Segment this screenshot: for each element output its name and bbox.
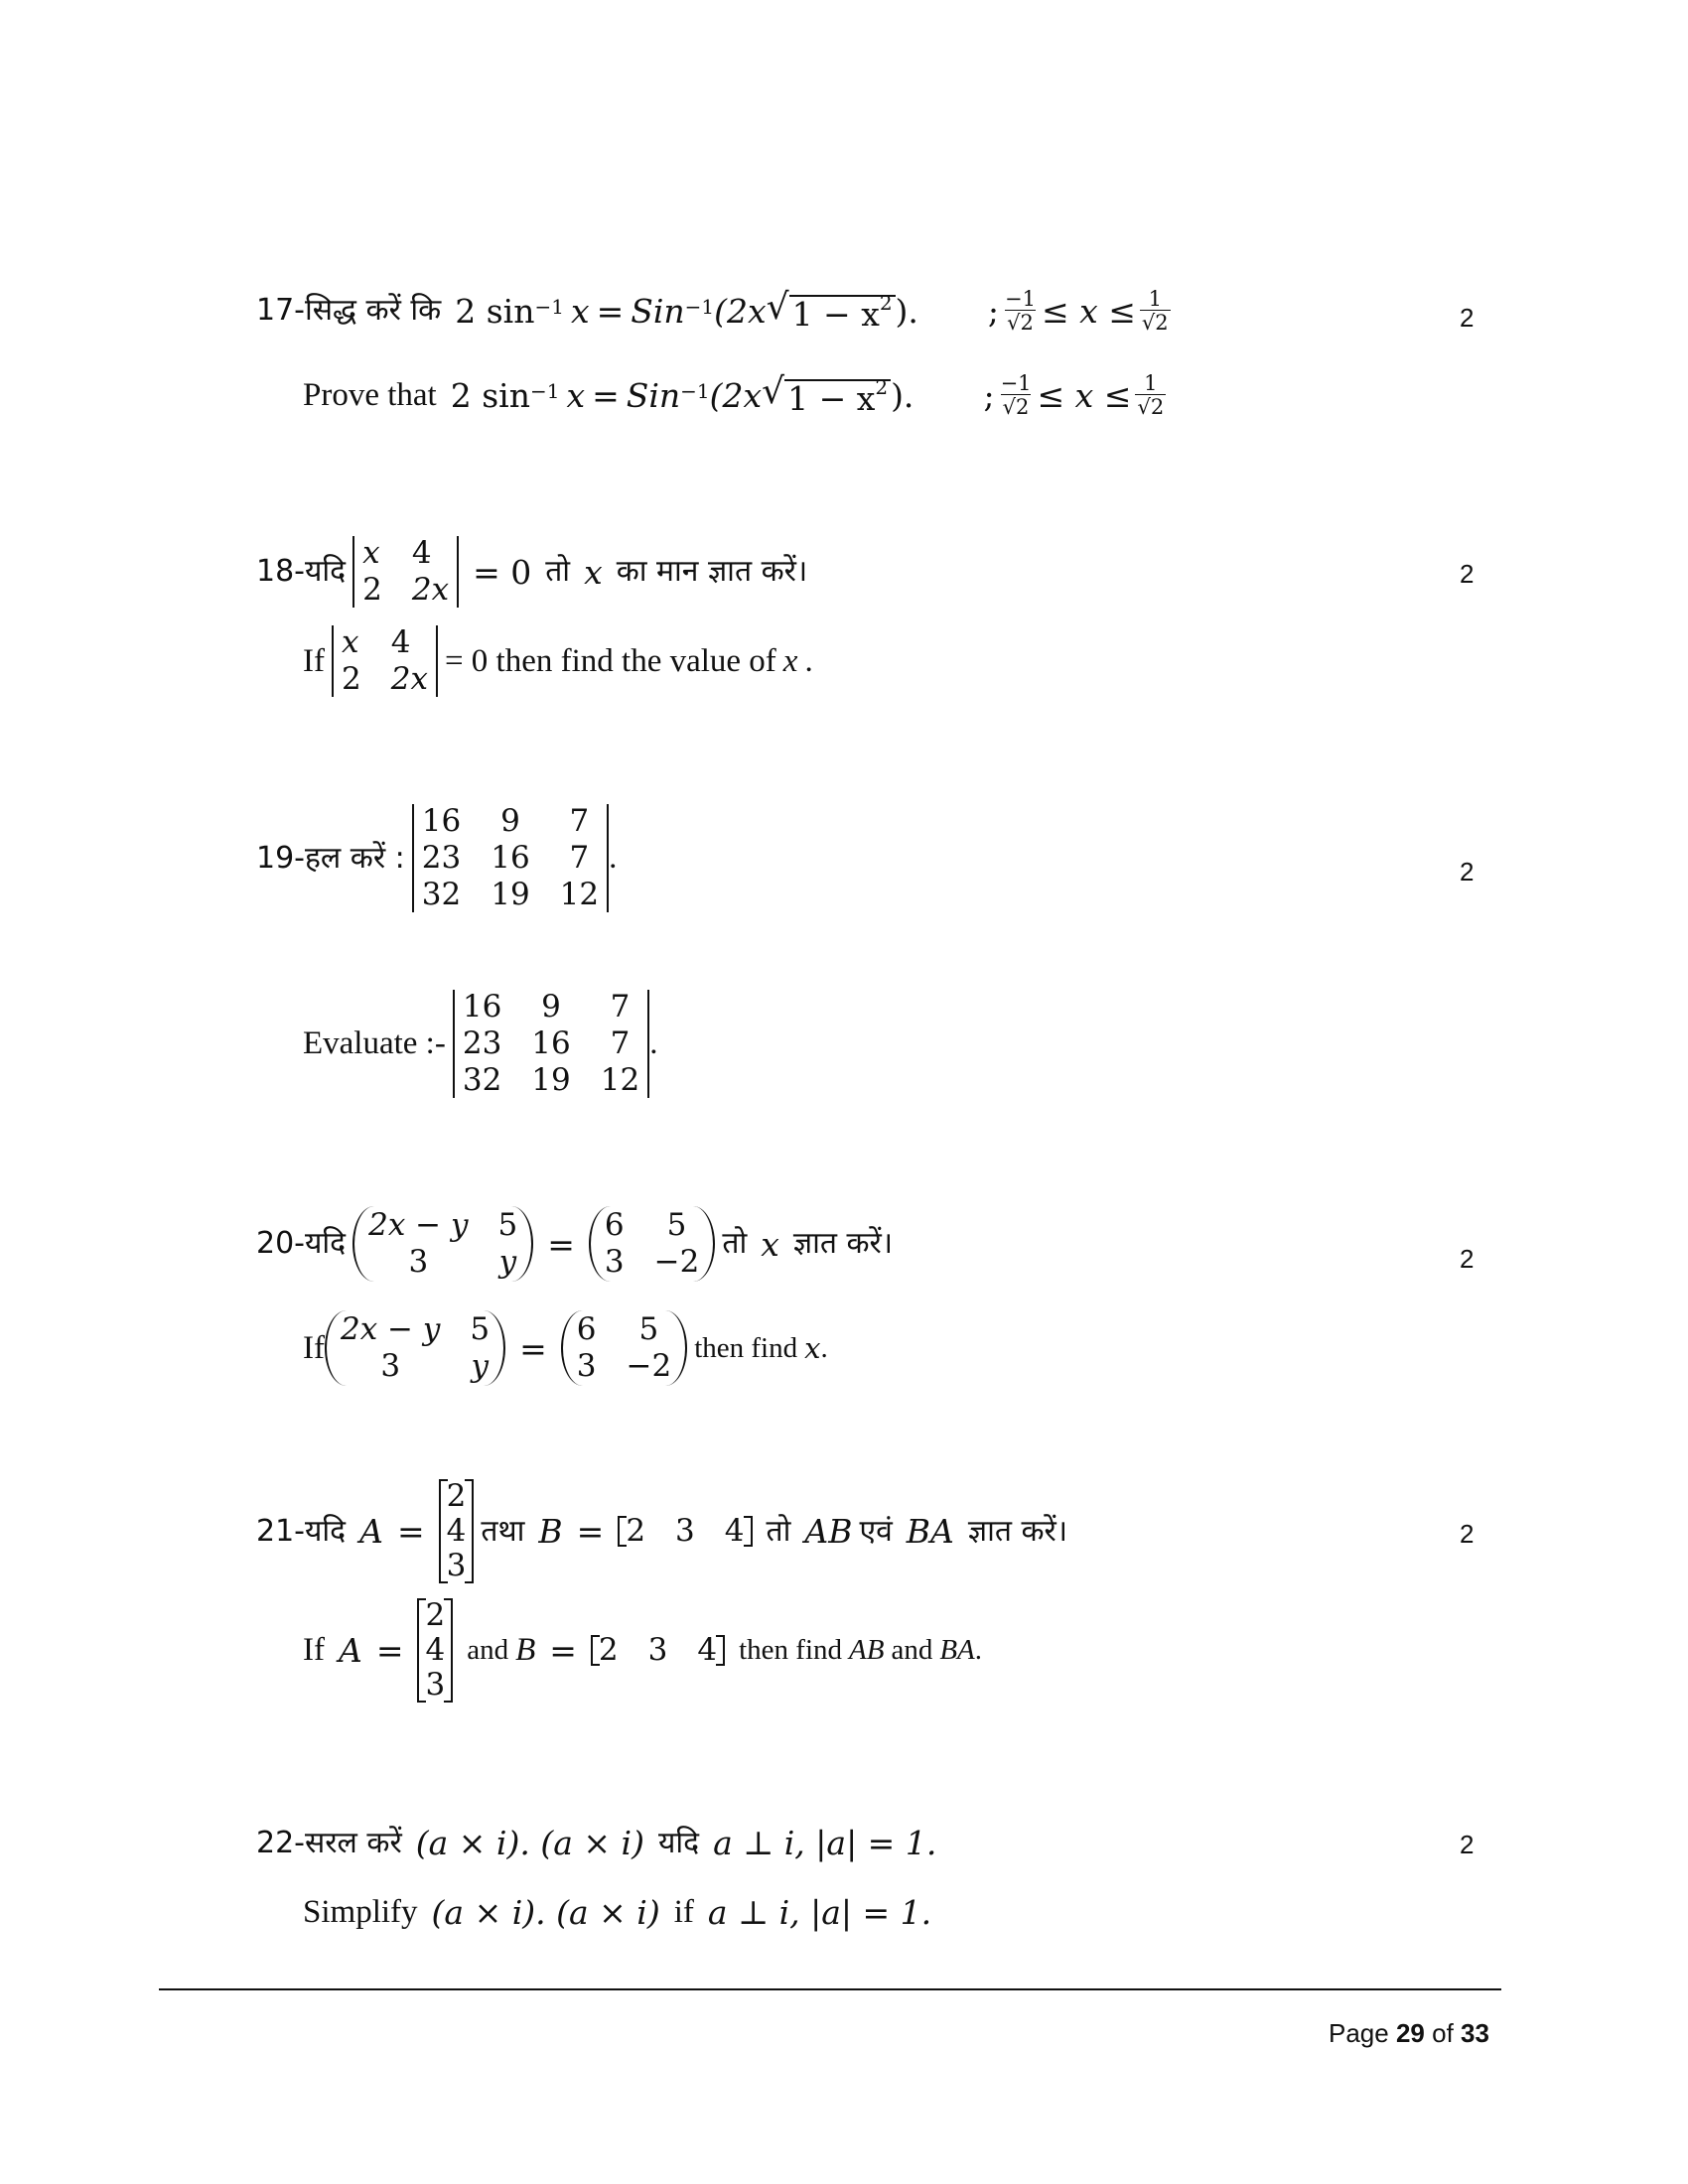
vector-expression: (a × i). (a × i) (431, 1893, 660, 1932)
fraction: $\frac{1}{√2}$ (1141, 287, 1169, 336)
vector-expression: (a × i). (a × i) (415, 1824, 644, 1862)
q17-hi-prefix: 17-सिद्ध करें कि (256, 293, 442, 329)
determinant: 16 9 7 23 16 7 32 19 12 (412, 804, 609, 912)
q22-marks: 2 (1460, 1830, 1475, 1859)
q17-english: Prove that 2 sin −1 x = Sin −1 (2x √ $1 - x^2$ ). ; $\frac{-1}{√2}$ ≤ x ≤ $\frac{1}{√2}$ (303, 370, 1165, 420)
matrix: 2x − y 5 3 y (352, 1206, 533, 1282)
fraction: $\frac{1}{√2}$ (1137, 371, 1165, 420)
fraction: $\frac{-1}{√2}$ (1005, 287, 1037, 336)
q19-hindi: 19-हल करें : 16 9 7 23 16 7 32 19 12 . (256, 803, 618, 912)
q22-english: Simplify (a × i). (a × i) if a ⊥ i, |a| = 1. (303, 1893, 932, 1932)
q19-marks: 2 (1460, 857, 1475, 887)
q21-marks: 2 (1460, 1519, 1475, 1549)
q21-hindi: 21-यदि A = 2 4 3 तथा B = 2 3 4 तो AB एवं BA ज्ञात करें। (256, 1478, 1068, 1583)
vector-condition: a ⊥ i, |a| = 1. (713, 1824, 937, 1862)
q18-english: If x 4 2 2x = 0 then find the value of x . (303, 624, 813, 697)
matrix: 6 5 3 −2 (561, 1310, 687, 1386)
fraction: $\frac{-1}{√2}$ (1000, 371, 1032, 420)
row-matrix-B: 2 3 4 (591, 1635, 725, 1666)
sqrt: √ $1 - x^2$ (762, 374, 891, 417)
vector-condition: a ⊥ i, |a| = 1. (707, 1893, 932, 1932)
q21-english: If A = 2 4 3 and B = 2 3 4 then find AB and BA . (303, 1597, 983, 1703)
sqrt: √ $1 - x^2$ (767, 290, 896, 333)
page-number: Page 29 of 33 (1329, 2018, 1489, 2048)
q19-english: Evaluate :- 16 9 7 23 16 7 32 19 12 . (303, 989, 658, 1098)
matrix: 2x − y 5 3 y (325, 1310, 505, 1386)
column-matrix-A: 2 4 3 (439, 1479, 475, 1583)
q17-hindi: 17-सिद्ध करें कि 2 sin −1 x = Sin −1 (2x √ $1 - x^2$ ). ; $\frac{-1}{√2}$ ≤ x ≤ $\frac{1}{√2}$ (256, 286, 1169, 336)
q18-hindi: 18-यदि x 4 2 2x = 0 तो x का मान ज्ञात करें। (256, 535, 808, 608)
q18-marks: 2 (1460, 559, 1475, 589)
determinant: 16 9 7 23 16 7 32 19 12 (453, 990, 649, 1098)
q20-hindi: 20-यदि 2x − y 5 3 y = 6 5 3 −2 तो x ज्ञात करें। (256, 1207, 894, 1280)
column-matrix-A: 2 4 3 (417, 1598, 453, 1703)
row-matrix-B: 2 3 4 (618, 1516, 752, 1547)
determinant: x 4 2 2x (332, 625, 438, 697)
footer-rule (159, 1988, 1501, 1990)
q17-marks: 2 (1460, 303, 1475, 333)
q20-english: If 2x − y 5 3 y = 6 5 3 −2 then find x . (303, 1311, 828, 1384)
matrix: 6 5 3 −2 (589, 1206, 715, 1282)
q17-en-prefix: Prove that (303, 376, 437, 413)
determinant: x 4 2 2x (352, 536, 459, 608)
q20-marks: 2 (1460, 1244, 1475, 1274)
q22-hindi: 22-सरल करें (a × i). (a × i) यदि a ⊥ i, |a| = 1. (256, 1824, 937, 1862)
